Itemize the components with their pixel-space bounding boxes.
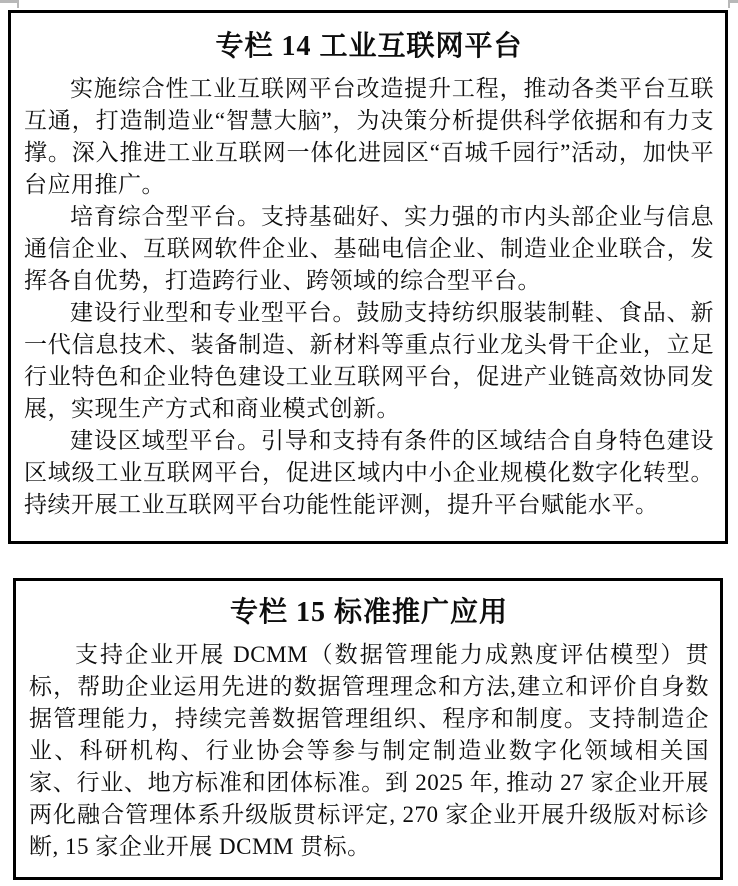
cropped-border-fragment-top-left [0,0,19,3]
panel-column-14 [8,10,728,544]
panel-column-15 [13,578,723,880]
panel-14-paragraph-2: 培育综合型平台。支持基础好、实力强的市内头部企业与信息通信企业、互联网软件企业、基础电信企业、制造业企业联合，发挥各自优势，打造跨行业、跨领域的综合型平台。 [24,204,714,293]
panel-15-title: 专栏 15 标准推广应用 [229,597,508,628]
panel-14-paragraph-4: 建设区域型平台。引导和支持有条件的区域结合自身特色建设区域级工业互联网平台，促进区域内中小企业规模化数字化转型。持续开展工业互联网平台功能性能评测，提升平台赋能水平。 [24,428,714,517]
panel-14-paragraph-1: 实施综合性工业互联网平台改造提升工程，推动各类平台互联互通，打造制造业“智慧大脑”，为决策分析提供科学依据和有力支撑。深入推进工业互联网一体化进园区“百城千园行”活动，加快平台应用推广。 [24,76,714,197]
cropped-border-fragment-top-right [728,0,738,3]
panel-15-paragraph-1: 支持企业开展 DCMM（数据管理能力成熟度评估模型）贯标，帮助企业运用先进的数据管理理念和方法,建立和评价自身数据管理能力，持续完善数据管理组织、程序和制度。支持制造企业、科研机构、行业协会等参与制定制造业数字化领域相关国家、行业、地方标准和团体标准。到 2025 年, 推动 27 家企业开展两化融合管理体系升级版贯标评定, 270 家企业开展升级版对标诊断, 15 家企业开展 DCMM 贯标。 [29,642,709,859]
panel-14-title: 专栏 14 工业互联网平台 [215,31,523,62]
panel-14-paragraph-3: 建设行业型和专业型平台。鼓励支持纺织服装制鞋、食品、新一代信息技术、装备制造、新材料等重点行业龙头骨干企业，立足行业特色和企业特色建设工业互联网平台，促进产业链高效协同发展，实现生产方式和商业模式创新。 [24,300,714,421]
